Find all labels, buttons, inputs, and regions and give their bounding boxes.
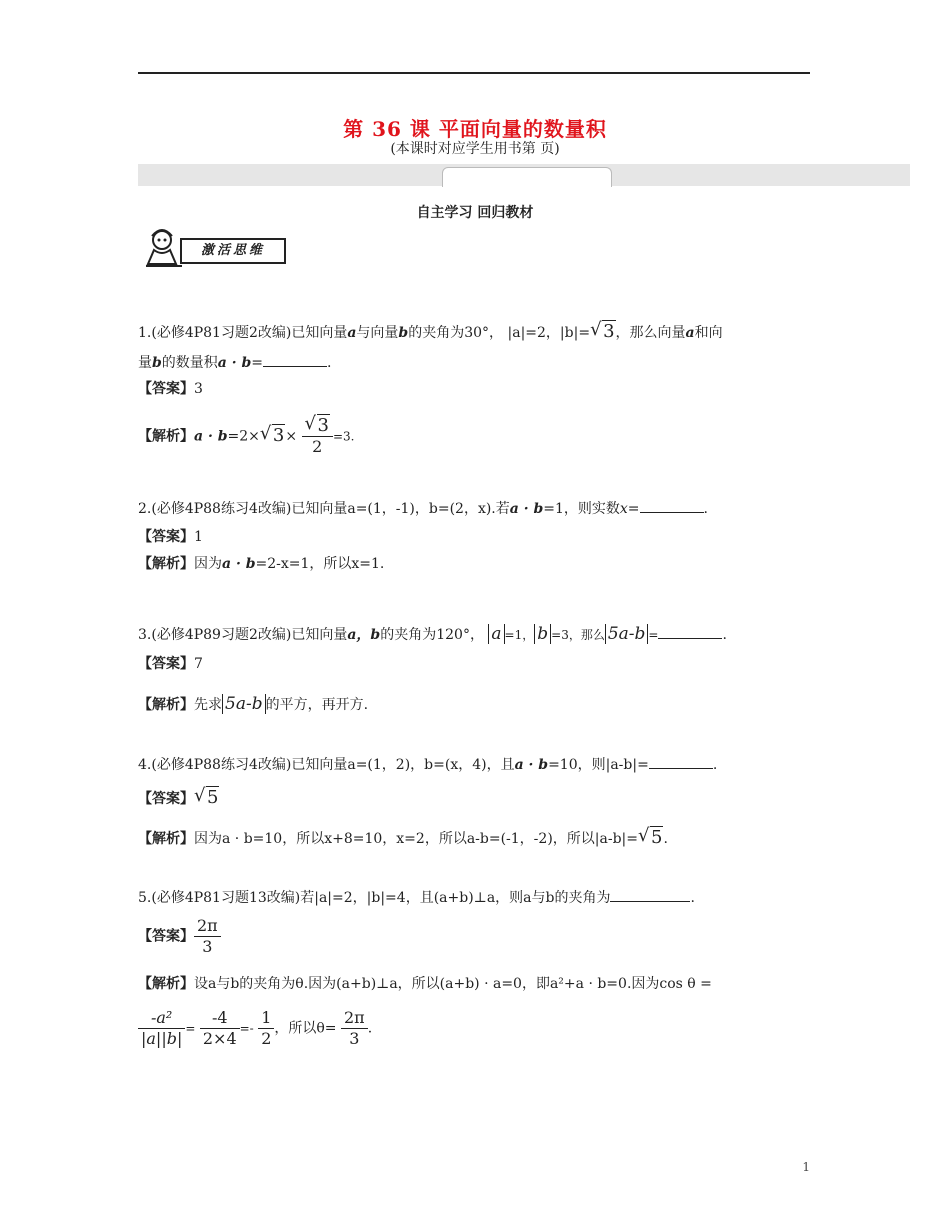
student-reading-icon — [138, 226, 186, 272]
q1-analysis: 【解析】a · b=2× √ 3× √ 3 2 =3. — [138, 413, 355, 456]
answer-blank[interactable] — [610, 887, 690, 902]
q5-analysis-line2: $\frac{\text{-a²}}{|a||b|}$ = $\frac{-4}{2\times 4}$ =- $\frac{1}{2}$ ，所以θ= $\frac{2\pi}{3}$ . — [138, 1008, 372, 1049]
q2-analysis: 【解析】因为a · b=2-x=1，所以x=1. — [138, 556, 385, 572]
answer-blank[interactable] — [640, 498, 704, 513]
q4-analysis: 【解析】因为a · b=10，所以x+8=10，x=2，所以a-b=(-1，-2)，所以|a-b|= √ 5. — [138, 825, 668, 848]
q5-line1: 5.(必修4P81习题13改编)若|a|=2，|b|=4，且(a+b)⊥a，则a与b的夹角为 . — [138, 887, 695, 908]
section-heading: 自主学习 回归教材 — [416, 205, 534, 221]
page-title: 第 36 课 平面向量的数量积 — [343, 117, 607, 141]
q5-answer: 【答案】 $\frac{2\pi}{3}$ — [138, 916, 221, 957]
q5-analysis-line1: 【解析】设a与b的夹角为θ.因为(a+b)⊥a，所以(a+b) · a=0，即a²+a · b=0.因为cos θ = — [138, 976, 712, 992]
page-subtitle: (本课时对应学生用书第 页) — [390, 141, 560, 157]
top-rule — [138, 72, 810, 74]
answer-blank[interactable] — [658, 624, 722, 639]
q3-answer: 【答案】7 — [138, 656, 203, 672]
answer-blank[interactable] — [263, 352, 327, 367]
q3-analysis: 【解析】先求 5a-b 的平方，再开方. — [138, 694, 369, 714]
q4-line1: 4.(必修4P88练习4改编)已知向量a=(1，2)，b=(x，4)，且a · b=10，则|a-b|= . — [138, 754, 717, 775]
answer-blank[interactable] — [649, 754, 713, 769]
page-number: 1 — [802, 1160, 810, 1174]
q4-answer: 【答案】 √ 5 — [138, 785, 219, 808]
section-tab — [442, 167, 612, 187]
q1-line2: 量b的数量积a · b= . — [138, 352, 331, 373]
q1-answer: 【答案】3 — [138, 381, 203, 397]
badge-label: 激活思维 — [180, 238, 286, 264]
q3-line1: 3.(必修4P89习题2改编)已知向量a，b的夹角为120°， a =1， b =3，那么 5a-b = . — [138, 624, 727, 644]
activate-thinking-badge — [138, 226, 286, 272]
q1-line1: 1.(必修4P81习题2改编)已知向量a与向量b的夹角为30°， |a|=2，|b|= √ 3，那么向量a和向 — [138, 319, 723, 342]
q2-answer: 【答案】1 — [138, 529, 203, 545]
q2-line1: 2.(必修4P88练习4改编)已知向量a=(1，-1)，b=(2，x).若a · b=1，则实数x= . — [138, 498, 708, 519]
